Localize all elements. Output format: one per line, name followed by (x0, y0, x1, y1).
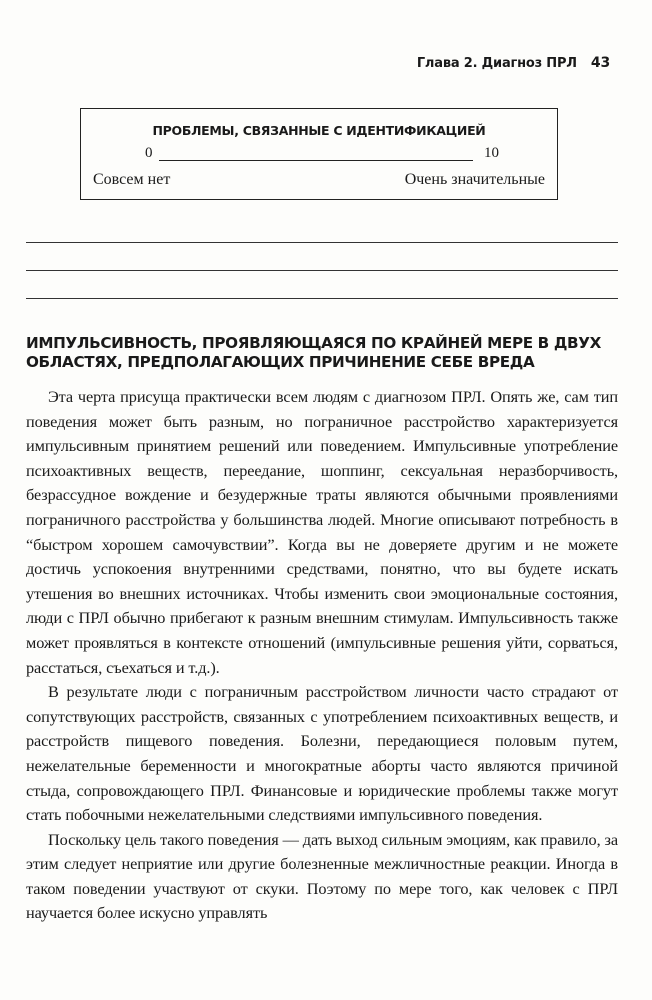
paragraph: В результате люди с пограничным расстройством личности часто страдают от сопутствующих расстройств, связанных с употреблением психоактивных веществ, и расстройств пищевого поведения. Болезни, передающиеся половым путем, нежелательные беременности и многократные аборты часто являются причиной стыда, сопровождающего ПРЛ. Финансовые и юридические проблемы также могут стать побочными нежелательными следствиями импульсивного поведения. (26, 682, 618, 825)
scale-answer-line[interactable] (159, 160, 473, 161)
rating-scale (145, 145, 499, 165)
paragraph: Эта черта присуща практически всем людям с диагнозом ПРЛ. Опять же, сам тип поведения может быть разным, но пограничное расстройство характеризуется импульсивным принятием решений или поведением. Импульсивные употребление психоактивных веществ, переедание, шоппинг, сексуальная неразборчивость, безрассудное вождение и безудержные траты являются обычными проявлениями пограничного расстройства у большинства людей. Многие описывают потребность в “быстром хорошем самочувствии”. Когда вы не доверяете другим и не можете достичь успокоения внутренними средствами, понятно, что вы будете искать утешения во внешних источниках. Чтобы изменить свои эмоциональные состояния, люди с ПРЛ обычно прибегают к разным внешним стимулам. Импульсивность также может проявляться в контексте отношений (импульсивные решения уйти, сорваться, расстаться, съехаться и т.д.). (26, 387, 618, 677)
scale-max-value: 10 (484, 145, 499, 161)
section-heading: ИМПУЛЬСИВНОСТЬ, ПРОЯВЛЯЮЩАЯСЯ ПО КРАЙНЕЙ МЕРЕ В ДВУХ ОБЛАСТЯХ, ПРЕДПОЛАГАЮЩИХ ПРИЧИНЕНИЕ СЕБЕ ВРЕДА (26, 334, 601, 371)
scale-min-value: 0 (145, 145, 153, 161)
chapter-title: Глава 2. Диагноз ПРЛ (416, 56, 577, 71)
running-header (417, 55, 610, 71)
notes-line[interactable] (26, 298, 618, 299)
scale-high-label: Очень значительные (404, 171, 545, 188)
notes-line[interactable] (26, 242, 618, 243)
notes-line[interactable] (26, 270, 618, 271)
paragraph: Поскольку цель такого поведения — дать выход сильным эмоциям, как правило, за этим следует неприятие или другие болезненные межличностные реакции. Иногда в таком поведении участвуют от скуки. Поэтому по мере того, как человек с ПРЛ научается более искусно управлять (26, 829, 618, 923)
rating-scale-box (80, 108, 558, 200)
page-number: 43 (590, 55, 610, 71)
scale-low-label: Совсем нет (93, 171, 171, 188)
rating-box-title: ПРОБЛЕМЫ, СВЯЗАННЫЕ С ИДЕНТИФИКАЦИЕЙ (152, 123, 486, 138)
section-body (26, 385, 618, 926)
